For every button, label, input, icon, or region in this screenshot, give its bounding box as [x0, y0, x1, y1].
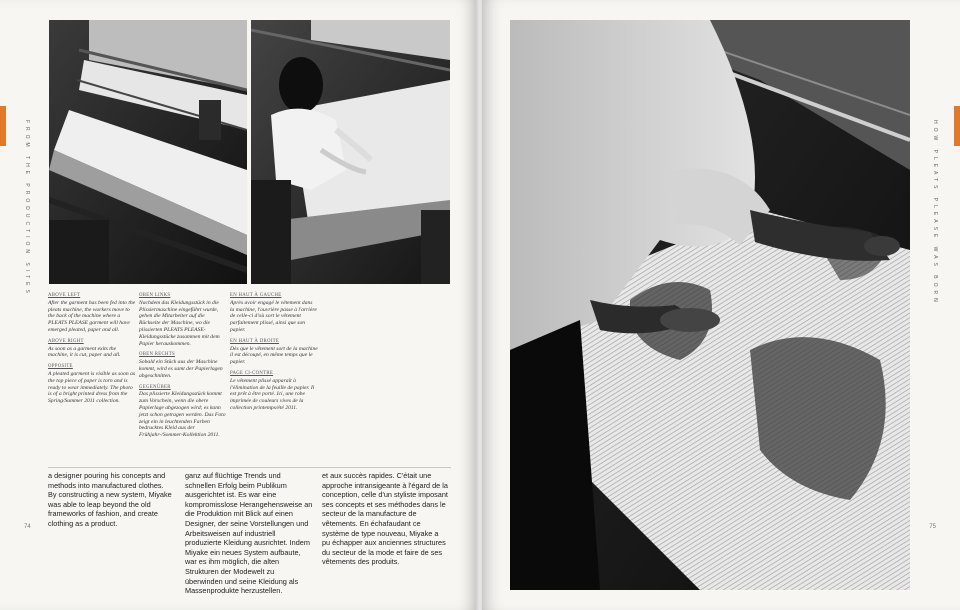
caption-heading: EN HAUT À GAUCHE: [230, 293, 282, 298]
section-tab-left: [0, 106, 6, 146]
page-number-left: 74: [24, 524, 31, 530]
caption-column-french: [230, 293, 318, 412]
caption-text: Das plissierte Kleidungsstück kommt zum Vorschein, wenn die obere Papierlage abgezogen wird; es kann jetzt schon getragen werden. Das Foto zeigt ein in leuchtenden Farben bedrucktes Kleid aus der Frühjahr-/Sommer-Kollektion 2011.: [139, 391, 226, 439]
caption-heading: GEGENÜBER: [139, 384, 171, 390]
caption-text: Après avoir engagé le vêtement dans la machine, l'ouvrière passe à l'arrière de celle-ci d'où sort le vêtement parfaitement plissé, ainsi que son papier.: [230, 299, 317, 333]
caption-text: Dès que le vêtement sort de la machine il est découpé, en même temps que le papier.: [230, 345, 318, 366]
photo-pleated-dress: [510, 20, 910, 590]
left-side-label: FROM THE PRODUCTION SITES: [24, 120, 30, 297]
caption-column-german: [139, 293, 227, 439]
body-column-french: et aux succès rapides. C'était une approche intransigeante à l'égard de la conception, celle d'un styliste imposant ses concepts et ses méthodes dans le secteur de la manufacture de vêtements. En échafaudant ce système de type nouveau, Miyake a pu échapper aux anciennes structures du secteur de la mode et faire de ses vêtements des produits.: [322, 471, 448, 567]
photo-machine-left: [49, 20, 247, 284]
caption-text: After the garment has been fed into the pleats machine, the workers move to the back of the machine where a PLEATS PLEASE garment will have emerged pleated, paper and all.: [48, 299, 136, 333]
page-number-right: 75: [929, 524, 936, 530]
caption-text: Sobald ein Stück aus der Maschine kommt, wird es samt der Papierlagen abgeschnitten.: [139, 359, 223, 379]
body-column-english: a designer pouring his concepts and methods into manufactured clothes. By constructing a new system, Miyake was able to leap beyond the old frameworks of fashion, and create clothing as a product.: [48, 471, 172, 528]
caption-heading: OBEN LINKS: [139, 293, 171, 298]
caption-heading: EN HAUT À DROITE: [230, 338, 280, 344]
caption-heading: OPPOSITE: [48, 364, 73, 370]
caption-text: As soon as a garment exits the machine, it is cut, paper and all.: [48, 345, 121, 359]
caption-text: Le vêtement plissé apparaît à l'élimination de la feuille de papier. Il est prêt à être porté. Ici, une robe imprimée de couleurs vives de la collection printemps/été 2011.: [230, 377, 315, 411]
caption-column-english: [48, 293, 136, 405]
caption-heading: PAGE CI-CONTRE: [230, 370, 274, 376]
body-column-german: ganz auf flüchtige Trends und schnellen Erfolg beim Publikum ausgerichtet ist. Es war eine kompromisslose Herangehensweise an die Produktion mit Blick auf einen Designer, der seine Vorstellungen und Arbeitsweisen auf industriell produzierte Kleidung ausrichtet. Indem Miyake ein neues System aufbaute, war es ihm möglich, die alten Strukturen der Modewelt zu überwinden und seine Kleidung als Massenprodukte herzustellen.: [185, 471, 313, 596]
left-page: [0, 0, 478, 610]
caption-text: A pleated garment is visible as soon as the top piece of paper is torn and is ready to wear immediately. The photo is of a bright printed dress from the Spring/Summer 2011 collection.: [48, 370, 136, 405]
caption-heading: ABOVE RIGHT: [48, 338, 84, 344]
right-side-label: HOW PLEATS PLEASE WAS BORN: [932, 120, 938, 306]
section-tab-right: [954, 106, 960, 146]
right-page: [482, 0, 960, 610]
caption-heading: ABOVE LEFT: [48, 293, 81, 298]
divider-rule: [48, 467, 451, 468]
photo-worker-cutting: [251, 20, 450, 284]
caption-heading: OBEN RECHTS: [139, 352, 175, 358]
caption-text: Nachdem das Kleidungsstück in die Plissiermaschine eingeführt wurde, gehen die Mitarbeiter auf die Rückseite der Maschine, wo die plissierten PLEATS PLEASE-Kleidungsstücke zusammen mit dem Papier herauskommen.: [139, 299, 220, 347]
